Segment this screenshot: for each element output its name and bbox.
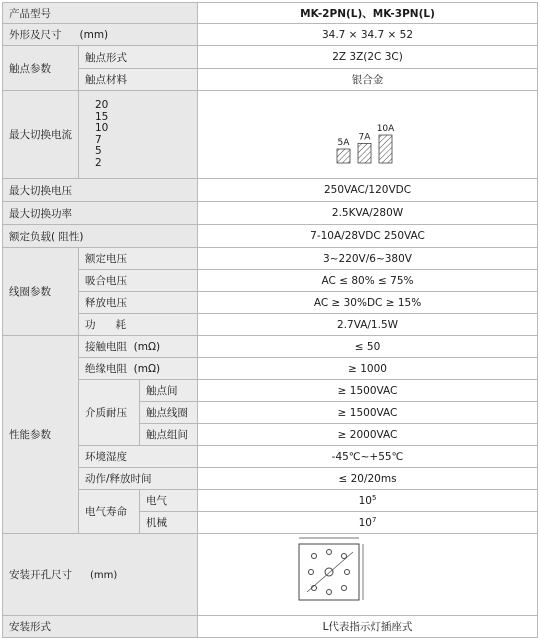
dimensions-unit: (mm) (79, 29, 109, 41)
cutout-unit: (mm) (90, 570, 118, 581)
model-label: 产品型号 (3, 3, 198, 24)
life-label: 电气寿命 (79, 490, 140, 534)
contact-form-value: 2Z 3Z(2C 3C) (198, 46, 538, 69)
cutout-hole (344, 570, 349, 575)
life-mechanical-label: 机械 (140, 512, 198, 534)
action-time-label: 动作/释放时间 (79, 468, 198, 490)
max-voltage-label: 最大切换电压 (3, 179, 198, 202)
spec-table (2, 2, 538, 638)
life-electrical-value: 10 (358, 495, 372, 507)
row-coil-release (3, 292, 538, 314)
mounting-value: L代表指示灯插座式 (198, 616, 538, 638)
scale-2: 10 (95, 122, 109, 134)
life-electrical-exp: 5 (371, 494, 377, 502)
cutout-label-cell (3, 534, 198, 616)
cutout-hole (326, 550, 331, 555)
row-rated-load (3, 225, 538, 248)
ambient-temp-label: 环境湿度 (79, 446, 198, 468)
max-power-value: 2.5KVA/280W (198, 202, 538, 225)
row-action-time (3, 468, 538, 490)
row-life-electrical (3, 490, 538, 512)
row-dimensions (3, 24, 538, 46)
row-max-voltage (3, 179, 538, 202)
contact-resistance-label: 接触电阻 (mΩ) (79, 336, 198, 358)
ambient-temp-value: -45℃~+55℃ (198, 446, 538, 468)
coil-item-label-1: 吸合电压 (79, 270, 198, 292)
contact-material-value: 银合金 (198, 69, 538, 91)
cutout-hole (341, 554, 346, 559)
dielectric-item-label-0: 触点间 (140, 380, 198, 402)
life-electrical-label: 电气 (140, 490, 198, 512)
insulation-resistance-value: ≥ 1000 (198, 358, 538, 380)
max-current-scale (79, 91, 198, 179)
performance-label: 性能参数 (3, 336, 79, 534)
cutout-center-hole (325, 568, 333, 576)
dimensions-value: 34.7 × 34.7 × 52 (198, 24, 538, 46)
cutout-drawing-cell (198, 534, 538, 616)
dimensions-label-cell (3, 24, 198, 46)
life-mechanical-exp: 7 (371, 516, 377, 524)
dielectric-item-label-1: 触点线圈 (140, 402, 198, 424)
contact-params-label: 触点参数 (3, 46, 79, 91)
scale-3: 7 (95, 133, 102, 146)
coil-item-value-3: 2.7VA/1.5W (198, 314, 538, 336)
life-electrical-value-cell (198, 490, 538, 512)
dimensions-label: 外形及尺寸 (9, 29, 62, 41)
current-bar-label-1: 7A (358, 132, 370, 143)
current-bar-chart (199, 91, 537, 175)
row-ambient-temp (3, 446, 538, 468)
scale-0: 20 (95, 99, 109, 111)
life-mechanical-value: 10 (358, 517, 372, 529)
row-contact-material (3, 69, 538, 91)
row-insulation-resistance (3, 358, 538, 380)
max-voltage-value: 250VAC/120VDC (198, 179, 538, 202)
cutout-hole (326, 590, 331, 595)
scale-4: 5 (95, 145, 102, 157)
max-current-chart-cell (198, 91, 538, 179)
coil-item-value-1: AC ≤ 80% ≤ 75% (198, 270, 538, 292)
model-value: MK-2PN(L)、MK-3PN(L) (198, 3, 538, 24)
rated-load-value: 7-10A/28VDC 250VAC (198, 225, 538, 248)
insulation-resistance-label: 绝缘电阻 (mΩ) (79, 358, 198, 380)
contact-resistance-value: ≤ 50 (198, 336, 538, 358)
row-dielectric-0 (3, 380, 538, 402)
cutout-label: 安装开孔尺寸 (9, 569, 72, 581)
current-bar-2 (379, 135, 392, 163)
max-current-label: 最大切换电流 (3, 91, 79, 179)
coil-item-label-0: 额定电压 (79, 248, 198, 270)
mounting-label: 安装形式 (3, 616, 198, 638)
row-coil-power (3, 314, 538, 336)
life-mechanical-value-cell (198, 512, 538, 534)
scale-1: 15 (95, 110, 109, 123)
scale-5: 2 (95, 156, 102, 169)
dielectric-label: 介质耐压 (79, 380, 140, 446)
current-bar-1 (358, 143, 371, 163)
current-bar-0 (337, 149, 350, 163)
dielectric-item-label-2: 触点组间 (140, 424, 198, 446)
contact-form-label: 触点形式 (79, 46, 198, 69)
action-time-value: ≤ 20/20ms (198, 468, 538, 490)
cutout-hole (341, 586, 346, 591)
dielectric-item-value-0: ≥ 1500VAC (198, 380, 538, 402)
max-power-label: 最大切换功率 (3, 202, 198, 225)
row-cutout (3, 534, 538, 616)
current-scale-list (95, 100, 191, 169)
coil-item-label-3: 功 耗 (79, 314, 198, 336)
row-mounting (3, 616, 538, 638)
coil-item-label-2: 释放电压 (79, 292, 198, 314)
row-contact-resistance (3, 336, 538, 358)
coil-item-value-2: AC ≥ 30%DC ≥ 15% (198, 292, 538, 314)
row-coil-rated (3, 248, 538, 270)
current-bar-label-0: 5A (337, 138, 349, 148)
row-model (3, 3, 538, 24)
row-coil-pickup (3, 270, 538, 292)
current-bar-label-2: 10A (376, 124, 394, 134)
row-max-current (3, 91, 538, 179)
cutout-drawing (199, 534, 537, 612)
dielectric-item-value-2: ≥ 2000VAC (198, 424, 538, 446)
dielectric-item-value-1: ≥ 1500VAC (198, 402, 538, 424)
coil-item-value-0: 3~220V/6~380V (198, 248, 538, 270)
coil-params-label: 线圈参数 (3, 248, 79, 336)
cutout-hole (311, 554, 316, 559)
row-contact-form (3, 46, 538, 69)
contact-material-label: 触点材料 (79, 69, 198, 91)
cutout-hole (308, 570, 313, 575)
rated-load-label: 额定负载( 阻性) (3, 225, 198, 248)
row-max-power (3, 202, 538, 225)
